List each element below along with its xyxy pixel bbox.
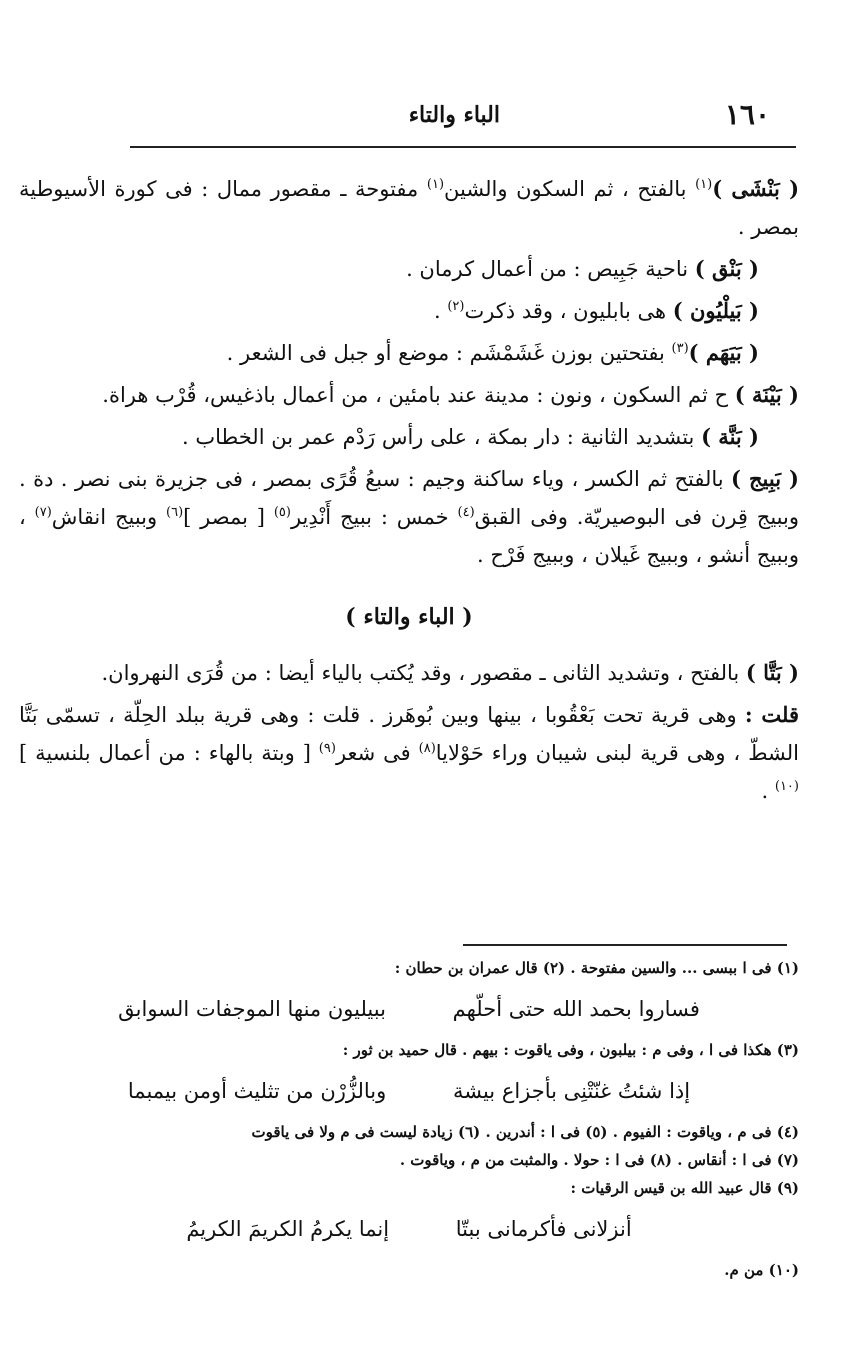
verse-line <box>19 1068 799 1114</box>
section-heading: ( الباء والتاء ) <box>345 604 473 630</box>
entry-text: بتشديد الثانية : دار بمكة ، على رأس رَدْم عمر بن الخطاب . <box>182 425 702 449</box>
entry-word: ( بَيَهَم ) <box>688 340 759 365</box>
entry-paragraph <box>19 170 799 246</box>
entry-text: مفتوحة ـ مقصور ممال : فى كورة الأسيوطية بمصر . <box>19 177 799 239</box>
entry-word: ( بَنْق ) <box>694 256 759 281</box>
footnote-ref: (٧) <box>34 505 52 520</box>
entry-paragraph <box>19 250 799 288</box>
entry-word: ( بَبِيج ) <box>731 466 799 491</box>
header-rule <box>130 146 796 148</box>
note-text: . <box>761 779 775 803</box>
note-paragraph <box>19 696 799 810</box>
entry-word: ( بَتَّا ) <box>745 660 799 685</box>
entry-paragraph <box>19 460 799 574</box>
entry-text: بالفتح ثم الكسر ، وياء ساكنة وجيم : سبعُ قُرًى بمصر ، فى جزيرة بنى نصر . دة . وببيج قِرن فى البوصيريّة. وفى القبق <box>19 467 799 529</box>
entry-text: [ بمصر ] <box>183 505 274 529</box>
entry-paragraph <box>19 418 799 456</box>
entry-word: ( بَيلْيُون ) <box>672 298 759 323</box>
footnote-ref: (٦) <box>166 505 184 520</box>
footnote-ref: (١) <box>426 177 445 192</box>
entry-text: ناحية جَبِيص : من أعمال كرمان . <box>406 257 695 281</box>
footnote-ref: (٥) <box>273 505 291 520</box>
footnote-ref: (١٠) <box>774 779 799 794</box>
footnote-ref: (٣) <box>671 341 689 356</box>
verse-hemistich: إنما يكرمُ الكريمَ الكريمُ <box>186 1217 390 1241</box>
footnote-ref: (١) <box>695 177 713 192</box>
running-head <box>130 98 790 138</box>
main-text <box>19 170 799 814</box>
entry-text: بفتحتين بوزن غَشَمْشَم : موضع أو جبل فى الشعر . <box>226 341 672 365</box>
verse-hemistich: فساروا بحمد الله حتى أحلّهم <box>452 997 700 1021</box>
verse-line <box>19 986 799 1032</box>
footnote-rule <box>463 944 787 946</box>
entry-text: ح ثم السكون ، ونون : مدينة عند بامئين ، من أعمال باذغيس، قُرْب هراة. <box>102 383 735 407</box>
entry-word: ( بَيْنَة ) <box>734 382 799 407</box>
verse-hemistich: إذا شئتُ غنّتْنِى بأجزاع بيشة <box>452 1079 691 1103</box>
entry-text: بالفتح ، ثم السكون والشين <box>444 177 696 201</box>
footnote-ref: (٨) <box>418 741 436 756</box>
verse-hemistich: أنزلانى فأكرمانى ببتّا <box>455 1217 632 1241</box>
verse-hemistich: ببيليون منها الموجفات السوابق <box>118 997 386 1021</box>
note-text: وهى قرية تحت بَعْقُوبا ، بينها وبين بُوهَرز . قلت : وهى قرية ببلد الحِلّة ، تسمّى بَتَّا الشطّ ، وهى قرية لبنى شيبان وراء حَوْلايا <box>19 703 799 765</box>
entry-text: وببيج انقاش <box>51 505 166 529</box>
entry-word: ( بَنْشَى ) <box>712 176 800 201</box>
footnote-line: (١٠) من م. <box>724 1261 799 1279</box>
verse-hemistich: وبالزُّرْن من تثليث أومن بيمبما <box>127 1079 387 1103</box>
note-label: قلت : <box>744 702 799 727</box>
entry-text: خمس : ببيج أَنْدِير <box>290 505 458 529</box>
entry-text: بالفتح ، وتشديد الثانى ـ مقصور ، وقد يُكتب بالياء أيضا : من قُرَى النهروان. <box>101 661 746 685</box>
footnotes <box>19 954 799 1284</box>
verse-line <box>19 1206 799 1252</box>
entry-word: ( بَنَّة ) <box>701 424 759 449</box>
entry-text: هى بابليون ، وقد ذكرت <box>464 299 673 323</box>
footnote-ref: (٢) <box>447 299 465 314</box>
note-text: [ وبتة بالهاء : من أعمال بلنسية ] <box>19 741 319 765</box>
footnote-line: (١) فى ا ببسى ... والسين مفتوحة . (٢) قال عمران بن حطان : <box>394 959 799 977</box>
entry-paragraph <box>19 292 799 330</box>
entry-paragraph <box>19 334 799 372</box>
note-text: فى شعر <box>335 741 419 765</box>
entry-text: ، وببيج أنشو ، وببيج غَيلان ، وببيج فَرْح . <box>19 505 799 567</box>
footnote-line: (٩) قال عبيد الله بن قيس الرقيات : <box>570 1179 799 1197</box>
running-title: الباء والتاء <box>408 102 500 128</box>
footnote-ref: (٩) <box>318 741 336 756</box>
entry-text: . <box>433 299 448 323</box>
footnote-line: (٤) فى م ، وياقوت : الفيوم . (٥) فى ا : أندرين . (٦) زيادة ليست فى م ولا فى ياقوت <box>251 1123 799 1141</box>
footnote-line: (٣) هكذا فى ا ، وفى م : بيلبون ، وفى ياقوت : بيهم . قال حميد بن ثور : <box>342 1041 799 1059</box>
entry-paragraph <box>19 654 799 692</box>
footnote-line: (٧) فى ا : أنقاس . (٨) فى ا : حولا . والمثبت من م ، وياقوت . <box>399 1151 799 1169</box>
page-number: ١٦٠ <box>724 98 770 131</box>
footnote-ref: (٤) <box>457 505 475 520</box>
entry-paragraph <box>19 376 799 414</box>
